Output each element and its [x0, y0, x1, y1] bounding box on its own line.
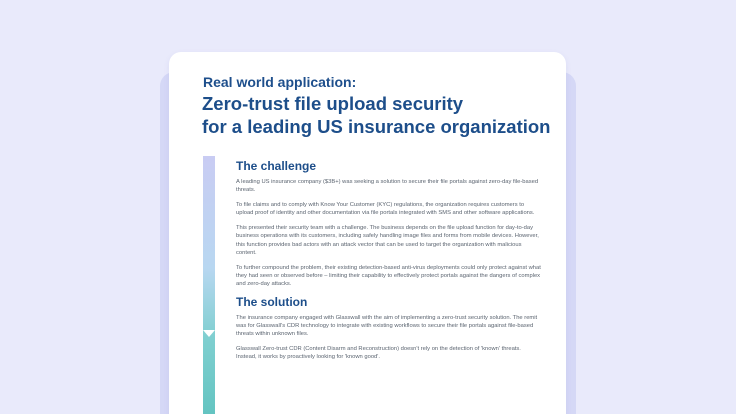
- case-study-card: [169, 52, 566, 414]
- title-line-1: Zero-trust file upload security: [202, 93, 464, 114]
- challenge-heading: The challenge: [236, 159, 317, 173]
- solution-paragraph: Glasswall Zero-trust CDR (Content Disarm and Reconstruction) doesn't rely on the detection of 'known' threats. Instead, it works by proactively looking for 'known good'.: [236, 346, 521, 361]
- accent-bar: [203, 156, 215, 414]
- eyebrow-label: Real world application:: [203, 74, 357, 90]
- article-body: [236, 159, 541, 368]
- challenge-paragraph: This presented their security team with a challenge. The business depends on the file upload function for day-to-day business operations with its customers, including safely handling image files and forms from mobile devices. However, this function provides bad actors with an attack vector that can be used to target the organization with malicious content.: [236, 224, 539, 256]
- solution-paragraph: The insurance company engaged with Glasswall with the aim of implementing a zero-trust security solution. The remit was for Glasswall's CDR technology to integrate with existing workflows to secure their file portals against file-based threats within unknown files.: [236, 314, 538, 338]
- title-line-2: for a leading US insurance organization: [202, 116, 551, 137]
- challenge-paragraph: A leading US insurance company ($3B+) was seeking a solution to secure their file portals against zero-day file-based threats.: [236, 179, 539, 194]
- accent-bar-notch: [203, 330, 215, 337]
- challenge-paragraph: To file claims and to comply with Know Your Customer (KYC) regulations, the organization requires customers to upload proof of identity and other documentation via file portals integrated with SMS and other software applications.: [236, 201, 535, 217]
- solution-heading: The solution: [236, 294, 308, 309]
- challenge-paragraph: To further compound the problem, their existing detection-based anti-virus deployments could only protect against what they had seen or observed before – limiting their capability to effectively protect portals against the dangers of complex and zero-day attacks.: [236, 264, 541, 288]
- page-title: [202, 92, 552, 138]
